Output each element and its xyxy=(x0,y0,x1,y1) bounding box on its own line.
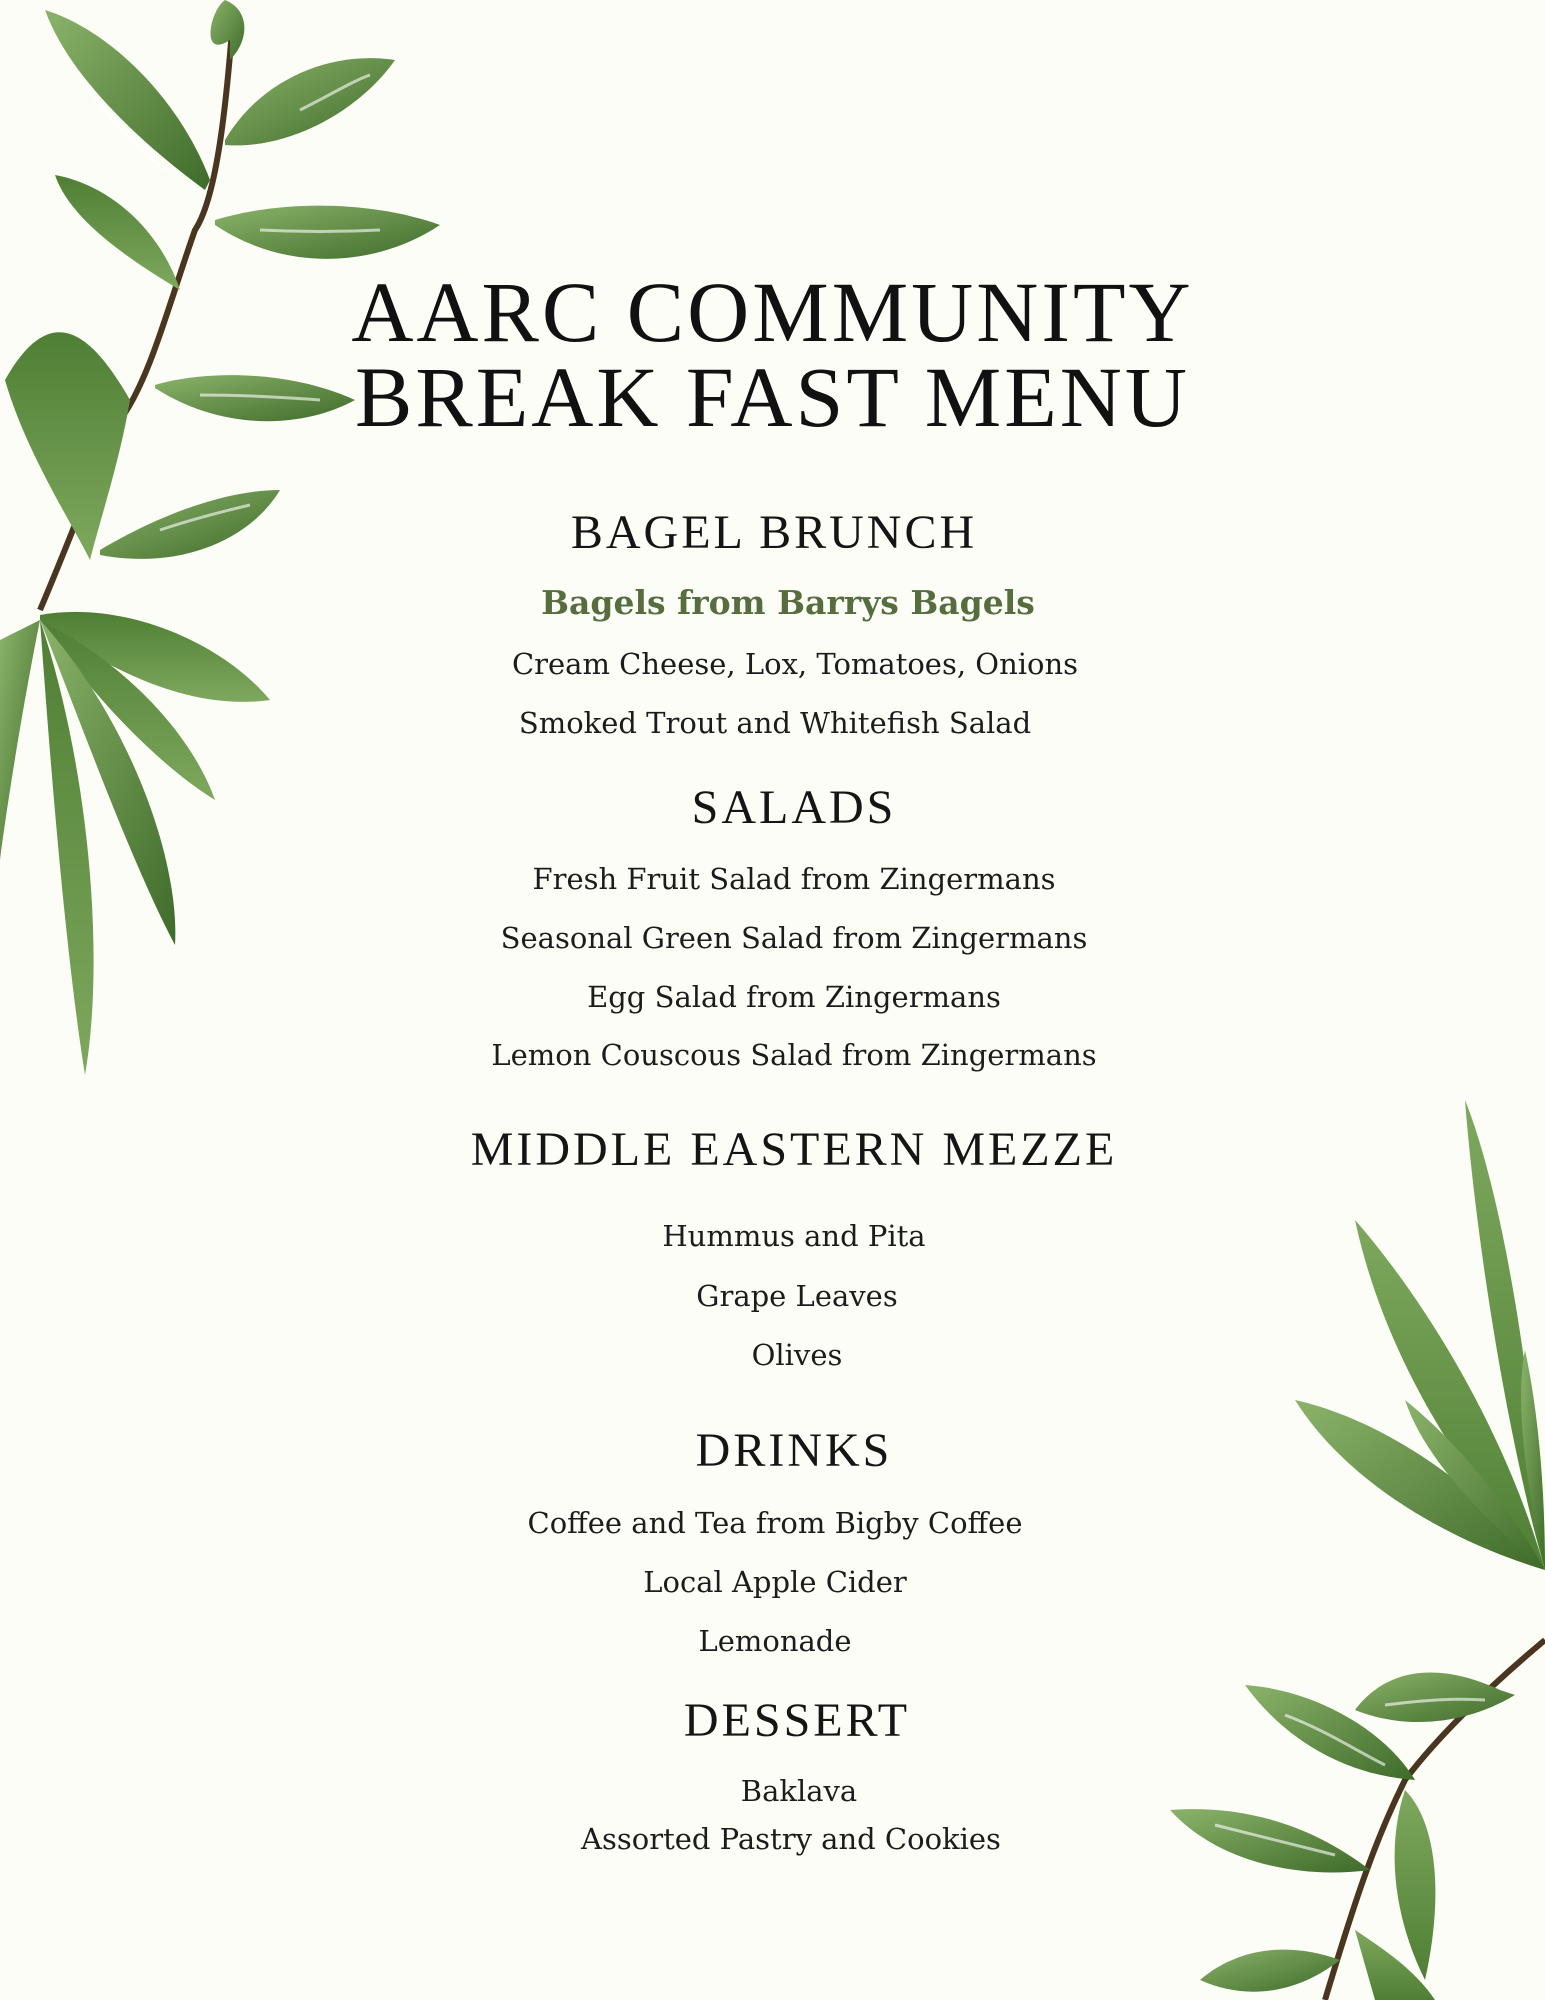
menu-item: Assorted Pastry and Cookies xyxy=(581,1822,1001,1856)
menu-item: Grape Leaves xyxy=(696,1279,898,1313)
menu-item: Olives xyxy=(751,1338,843,1372)
menu-item: Lemonade xyxy=(698,1624,852,1658)
menu-item: Seasonal Green Salad from Zingermans xyxy=(500,921,1088,955)
menu-item: Egg Salad from Zingermans xyxy=(587,980,1001,1014)
menu-item: Coffee and Tea from Bigby Coffee xyxy=(527,1506,1023,1540)
menu-item: Fresh Fruit Salad from Zingermans xyxy=(532,862,1056,896)
menu-item: Hummus and Pita xyxy=(662,1219,926,1253)
section-heading-salads: SALADS xyxy=(691,781,897,834)
menu-item: Local Apple Cider xyxy=(643,1565,907,1599)
section-heading-middle-eastern-mezze: MIDDLE EASTERN MEZZE xyxy=(470,1123,1118,1176)
menu-title-line-2: BREAK FAST MENU xyxy=(354,349,1191,445)
section-heading-dessert: DESSERT xyxy=(683,1694,911,1747)
section-heading-drinks: DRINKS xyxy=(695,1424,893,1477)
section-highlight-bagels: Bagels from Barrys Bagels xyxy=(541,583,1035,622)
section-heading-bagel-brunch: BAGEL BRUNCH xyxy=(570,506,978,559)
menu-item: Lemon Couscous Salad from Zingermans xyxy=(491,1038,1097,1072)
menu-item: Baklava xyxy=(740,1774,858,1808)
menu-item: Smoked Trout and Whitefish Salad xyxy=(518,706,1032,740)
menu-title-line-1: AARC COMMUNITY xyxy=(351,264,1194,360)
menu-item: Cream Cheese, Lox, Tomatoes, Onions xyxy=(511,647,1079,681)
